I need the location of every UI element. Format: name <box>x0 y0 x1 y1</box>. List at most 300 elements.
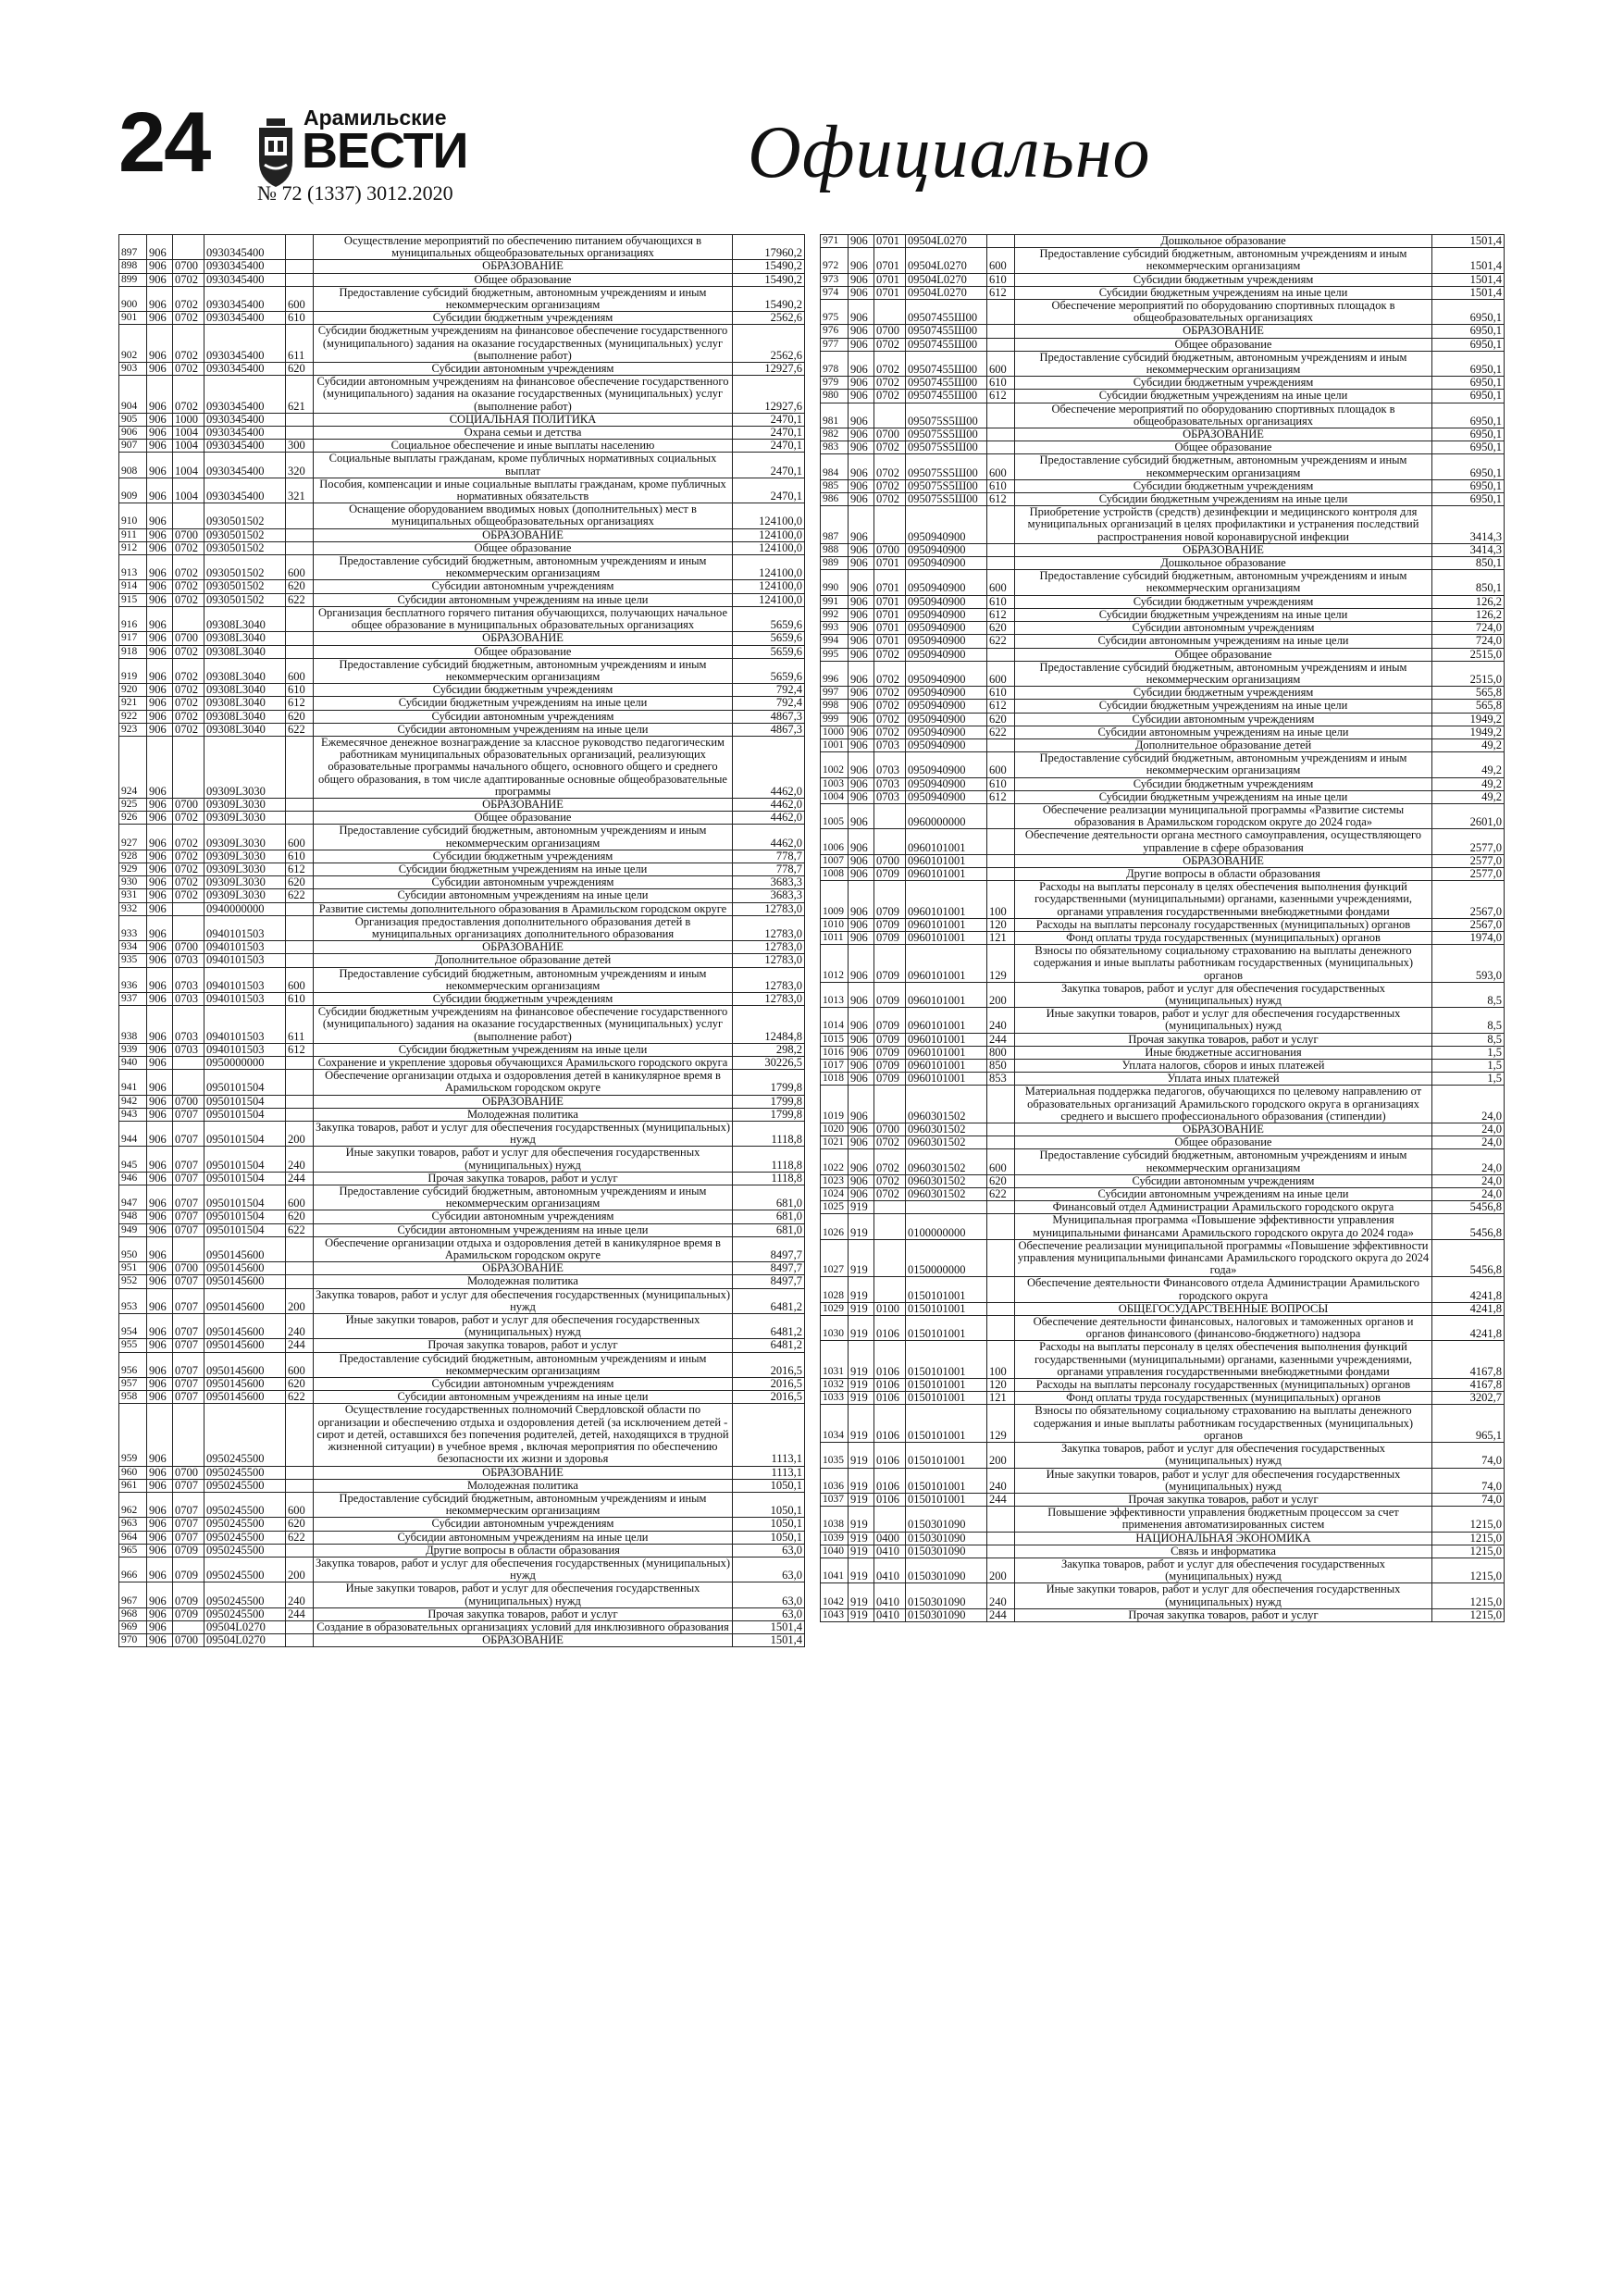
expense-type: 321 <box>286 478 314 503</box>
expense-type: 600 <box>987 1149 1015 1174</box>
section-code: 0702 <box>874 479 906 492</box>
expense-type: 200 <box>987 982 1015 1007</box>
section-code: 0702 <box>173 658 204 683</box>
target-code: 0940101503 <box>204 1043 286 1056</box>
table-row <box>119 440 805 453</box>
logo-main: ВЕСТИ <box>302 123 468 179</box>
target-code: 0960301502 <box>906 1136 987 1149</box>
row-number: 899 <box>119 273 147 286</box>
ministry-code: 906 <box>147 606 173 631</box>
ministry-code: 906 <box>849 790 874 803</box>
table-row <box>119 1095 805 1108</box>
row-number: 1019 <box>821 1086 849 1123</box>
table-row <box>119 1466 805 1479</box>
description: Повышение эффективности управления бюджетным процессом за счет применения автоматизированных систем <box>1015 1507 1432 1532</box>
ministry-code: 906 <box>147 915 173 940</box>
amount: 2567,0 <box>1432 881 1505 919</box>
expense-type: 610 <box>987 479 1015 492</box>
row-number: 1017 <box>821 1060 849 1073</box>
ministry-code: 906 <box>147 541 173 554</box>
description: Уплата иных платежей <box>1015 1073 1432 1086</box>
expense-type: 320 <box>286 453 314 478</box>
description: Предоставление субсидий бюджетным, автономным учреждениям и иным некоммерческим организациям <box>1015 661 1432 686</box>
ministry-code: 906 <box>147 1607 173 1620</box>
target-code: 0950940900 <box>906 726 987 738</box>
expense-type <box>987 543 1015 556</box>
expense-type: 610 <box>987 273 1015 286</box>
ministry-code: 906 <box>147 1620 173 1633</box>
table-row <box>821 351 1505 376</box>
description: Ежемесячное денежное вознаграждение за классное руководство педагогическим работникам муниципальных образовательных организаций, реализующих образовательные программы начального общего, основного общего и среднего общего образования, в том числе адаптированные основные общеобразовательные программы <box>314 736 733 798</box>
target-code: 0960101001 <box>906 829 987 854</box>
target-code: 0950245500 <box>204 1544 286 1557</box>
expense-type <box>286 645 314 658</box>
ministry-code: 906 <box>849 390 874 403</box>
table-row <box>821 479 1505 492</box>
expense-type <box>286 1544 314 1557</box>
section-code: 0707 <box>173 1531 204 1544</box>
amount: 6481,2 <box>733 1288 805 1313</box>
table-row <box>821 1008 1505 1033</box>
ministry-code: 906 <box>849 1136 874 1149</box>
description: Субсидии бюджетным учреждениям на иные цели <box>1015 790 1432 803</box>
table-row <box>821 1545 1505 1558</box>
description: Субсидии бюджетным учреждениям на иные цели <box>314 863 733 875</box>
target-code: 0960101001 <box>906 1060 987 1073</box>
row-number: 963 <box>119 1518 147 1531</box>
target-code: 0150101001 <box>906 1468 987 1493</box>
target-code: 09507455Ш00 <box>906 300 987 325</box>
table-row <box>119 645 805 658</box>
row-number: 1030 <box>821 1316 849 1341</box>
amount: 1215,0 <box>1432 1558 1505 1582</box>
row-number: 936 <box>119 967 147 992</box>
description: Расходы на выплаты персоналу в целях обеспечения выполнения функций государственными (муниципальными) органами, казенными учреждениями, органами управления государственными внебюджетными фондами <box>1015 1341 1432 1379</box>
amount: 2470,1 <box>733 478 805 503</box>
row-number: 897 <box>119 235 147 260</box>
table-row <box>119 736 805 798</box>
ministry-code: 906 <box>147 580 173 593</box>
section-code: 0100 <box>874 1302 906 1315</box>
expense-type: 129 <box>987 1405 1015 1443</box>
description: Закупка товаров, работ и услуг для обеспечения государственных (муниципальных) нужд <box>1015 982 1432 1007</box>
expense-type: 612 <box>987 286 1015 299</box>
section-code: 0707 <box>173 1518 204 1531</box>
ministry-code: 906 <box>147 850 173 863</box>
target-code: 0150301090 <box>906 1583 987 1608</box>
amount: 49,2 <box>1432 738 1505 751</box>
target-code: 0950940900 <box>906 595 987 608</box>
row-number: 1010 <box>821 918 849 931</box>
table-row <box>821 1507 1505 1532</box>
row-number: 944 <box>119 1122 147 1147</box>
row-number: 941 <box>119 1070 147 1095</box>
row-number: 1009 <box>821 881 849 919</box>
ministry-code: 906 <box>849 1123 874 1136</box>
description: Общее образование <box>314 645 733 658</box>
target-code: 0960101001 <box>906 931 987 944</box>
table-row <box>119 850 805 863</box>
expense-type <box>286 954 314 967</box>
table-row <box>821 595 1505 608</box>
section-code: 0702 <box>874 648 906 661</box>
table-row <box>821 867 1505 880</box>
target-code: 09504L0270 <box>204 1620 286 1633</box>
amount: 1501,4 <box>1432 273 1505 286</box>
section-code: 0106 <box>874 1316 906 1341</box>
description: Общее образование <box>314 273 733 286</box>
row-number: 915 <box>119 593 147 606</box>
section-code <box>874 1239 906 1277</box>
amount: 1050,1 <box>733 1531 805 1544</box>
section-code: 0702 <box>874 1188 906 1201</box>
description: Фонд оплаты труда государственных (муниципальных) органов <box>1015 1392 1432 1405</box>
table-row <box>119 325 805 363</box>
ministry-code: 906 <box>147 1634 173 1647</box>
expense-type: 200 <box>286 1288 314 1313</box>
description: Субсидии автономным учреждениям <box>1015 622 1432 635</box>
table-row <box>119 658 805 683</box>
ministry-code: 906 <box>849 982 874 1007</box>
row-number: 987 <box>821 506 849 544</box>
table-row <box>119 1391 805 1404</box>
target-code: 09504L0270 <box>906 286 987 299</box>
section-code: 0702 <box>874 377 906 390</box>
amount: 2470,1 <box>733 427 805 440</box>
amount: 681,0 <box>733 1210 805 1223</box>
section-code: 0702 <box>874 338 906 351</box>
amount: 778,7 <box>733 850 805 863</box>
description: Социальные выплаты гражданам, кроме публичных нормативных социальных выплат <box>314 453 733 478</box>
target-code: 0150101001 <box>906 1302 987 1315</box>
target-code: 0940101503 <box>204 992 286 1005</box>
description: Субсидии автономным учреждениям на иные цели <box>314 1391 733 1404</box>
row-number: 943 <box>119 1108 147 1121</box>
description: Прочая закупка товаров, работ и услуг <box>1015 1493 1432 1506</box>
ministry-code: 906 <box>147 413 173 426</box>
target-code: 095075S5Ш00 <box>906 403 987 428</box>
expense-type: 600 <box>286 1185 314 1210</box>
target-code: 09308L3040 <box>204 684 286 697</box>
ministry-code: 906 <box>849 506 874 544</box>
row-number: 983 <box>821 441 849 454</box>
target-code: 0960101001 <box>906 881 987 919</box>
section-code <box>173 1070 204 1095</box>
description: Дополнительное образование детей <box>1015 738 1432 751</box>
section-code: 0703 <box>874 790 906 803</box>
table-row <box>119 363 805 376</box>
description: Субсидии бюджетным учреждениям <box>314 684 733 697</box>
ministry-code: 906 <box>849 608 874 621</box>
table-row <box>821 1214 1505 1239</box>
section-code: 0410 <box>874 1558 906 1582</box>
section-code: 1004 <box>173 453 204 478</box>
page-number: 24 <box>118 95 210 190</box>
row-number: 995 <box>821 648 849 661</box>
amount: 1,5 <box>1432 1073 1505 1086</box>
amount: 6950,1 <box>1432 403 1505 428</box>
target-code: 0950101504 <box>204 1070 286 1095</box>
amount: 565,8 <box>1432 700 1505 713</box>
ministry-code: 906 <box>849 325 874 338</box>
description: Другие вопросы в области образования <box>1015 867 1432 880</box>
section-code: 0702 <box>874 687 906 700</box>
table-row <box>821 726 1505 738</box>
ministry-code: 906 <box>147 1210 173 1223</box>
ministry-code: 906 <box>147 1262 173 1275</box>
section-code <box>874 1086 906 1123</box>
table-row <box>119 1070 805 1095</box>
target-code: 095075S5Ш00 <box>906 479 987 492</box>
table-row <box>821 1583 1505 1608</box>
expense-type <box>987 235 1015 248</box>
amount: 2577,0 <box>1432 867 1505 880</box>
row-number: 996 <box>821 661 849 686</box>
target-code: 0930345400 <box>204 453 286 478</box>
row-number: 958 <box>119 1391 147 1404</box>
row-number: 1006 <box>821 829 849 854</box>
expense-type: 612 <box>987 493 1015 506</box>
section-code: 0709 <box>173 1557 204 1582</box>
ministry-code: 919 <box>849 1302 874 1315</box>
section-code <box>173 1057 204 1070</box>
target-code: 0950940900 <box>906 506 987 544</box>
section-code <box>173 235 204 260</box>
expense-type: 612 <box>987 608 1015 621</box>
expense-type <box>987 403 1015 428</box>
target-code: 0150000000 <box>906 1239 987 1277</box>
description: Субсидии автономным учреждениям <box>1015 713 1432 726</box>
section-code <box>173 1620 204 1633</box>
description: Предоставление субсидий бюджетным, автономным учреждениям и иным некоммерческим организациям <box>1015 1149 1432 1174</box>
ministry-code: 906 <box>147 1108 173 1121</box>
ministry-code: 919 <box>849 1214 874 1239</box>
target-code: 0950145600 <box>204 1275 286 1288</box>
description: Приобретение устройств (средств) дезинфекции и медицинского контроля для муниципальных организаций в целях профилактики и устранения последствий распространения новой коронавирусной инфекции <box>1015 506 1432 544</box>
ministry-code: 906 <box>147 1070 173 1095</box>
description: Предоставление субсидий бюджетным, автономным учреждениям и иным некоммерческим организациям <box>314 967 733 992</box>
row-number: 1036 <box>821 1468 849 1493</box>
target-code: 09507455Ш00 <box>906 390 987 403</box>
expense-type: 200 <box>987 1558 1015 1582</box>
ministry-code: 906 <box>849 493 874 506</box>
row-number: 919 <box>119 658 147 683</box>
description: Субсидии автономным учреждениям на иные цели <box>314 723 733 736</box>
section-code: 0703 <box>874 777 906 790</box>
description: Субсидии бюджетным учреждениям на иные цели <box>314 1043 733 1056</box>
description: Субсидии автономным учреждениям на финансовое обеспечение государственного (муниципального) задания на оказание государственных (муниципальных) услуг (выполнение работ) <box>314 376 733 414</box>
table-row <box>821 829 1505 854</box>
ministry-code: 906 <box>147 697 173 710</box>
amount: 2577,0 <box>1432 854 1505 867</box>
expense-type <box>286 528 314 541</box>
description: Субсидии бюджетным учреждениям <box>1015 377 1432 390</box>
table-row <box>821 752 1505 777</box>
expense-type: 612 <box>286 863 314 875</box>
target-code: 0930345400 <box>204 312 286 325</box>
ministry-code: 906 <box>147 1557 173 1582</box>
section-code: 0702 <box>874 441 906 454</box>
table-row <box>821 506 1505 544</box>
description: ОБРАЗОВАНИЕ <box>1015 854 1432 867</box>
ministry-code: 906 <box>147 1095 173 1108</box>
amount: 6950,1 <box>1432 428 1505 441</box>
table-row <box>119 889 805 902</box>
table-row <box>119 1043 805 1056</box>
table-row <box>821 557 1505 570</box>
amount: 724,0 <box>1432 622 1505 635</box>
ministry-code: 906 <box>849 867 874 880</box>
table-row <box>119 555 805 580</box>
ministry-code: 906 <box>147 503 173 528</box>
description: Предоставление субсидий бюджетным, автономным учреждениям и иным некоммерческим организациям <box>314 658 733 683</box>
section-code: 0700 <box>173 528 204 541</box>
description: Иные закупки товаров, работ и услуг для обеспечения государственных (муниципальных) нужд <box>314 1582 733 1607</box>
row-number: 1016 <box>821 1046 849 1059</box>
amount: 681,0 <box>733 1185 805 1210</box>
amount: 12783,0 <box>733 967 805 992</box>
row-number: 973 <box>821 273 849 286</box>
section-code <box>874 1277 906 1302</box>
section-code: 0701 <box>874 235 906 248</box>
description: Предоставление субсидий бюджетным, автономным учреждениям и иным некоммерческим организациям <box>1015 351 1432 376</box>
description: Предоставление субсидий бюджетным, автономным учреждениям и иным некоммерческим организациям <box>1015 454 1432 479</box>
ministry-code: 906 <box>849 661 874 686</box>
table-row <box>119 376 805 414</box>
row-number: 961 <box>119 1479 147 1492</box>
target-code: 0960101001 <box>906 1008 987 1033</box>
table-row <box>119 863 805 875</box>
amount: 5456,8 <box>1432 1201 1505 1214</box>
row-number: 903 <box>119 363 147 376</box>
section-code: 0700 <box>173 941 204 954</box>
ministry-code: 906 <box>147 889 173 902</box>
section-code: 0700 <box>173 798 204 811</box>
ministry-code: 906 <box>147 312 173 325</box>
target-code: 0950940900 <box>906 570 987 595</box>
table-row <box>119 992 805 1005</box>
amount: 24,0 <box>1432 1174 1505 1187</box>
section-code: 0707 <box>173 1314 204 1339</box>
description: Субсидии бюджетным учреждениям на финансовое обеспечение государственного (муниципального) задания на оказание государственных (муниципальных) услуг (выполнение работ) <box>314 1006 733 1044</box>
expense-type: 600 <box>987 454 1015 479</box>
table-row <box>119 825 805 850</box>
table-row <box>119 1057 805 1070</box>
section-code: 0702 <box>874 726 906 738</box>
section-code: 0702 <box>173 889 204 902</box>
description: Субсидии бюджетным учреждениям <box>1015 687 1432 700</box>
row-number: 1027 <box>821 1239 849 1277</box>
table-row <box>821 1033 1505 1046</box>
expense-type <box>987 1239 1015 1277</box>
amount: 2470,1 <box>733 413 805 426</box>
row-number: 1025 <box>821 1201 849 1214</box>
ministry-code: 906 <box>147 736 173 798</box>
ministry-code: 906 <box>849 441 874 454</box>
target-code: 0930345400 <box>204 235 286 260</box>
target-code: 0930501502 <box>204 593 286 606</box>
section-code <box>173 902 204 915</box>
ministry-code: 906 <box>147 798 173 811</box>
amount: 12783,0 <box>733 915 805 940</box>
expense-type <box>286 1095 314 1108</box>
row-number: 964 <box>119 1531 147 1544</box>
description: Материальная поддержка педагогов, обучающихся по целевому направлению от образовательных организаций Арамильского городского округа в организациях среднего и высшего профессионального образования (стипендии) <box>1015 1086 1432 1123</box>
ministry-code: 906 <box>849 595 874 608</box>
description: Субсидии бюджетным учреждениям <box>314 312 733 325</box>
row-number: 931 <box>119 889 147 902</box>
section-code: 0707 <box>173 1108 204 1121</box>
row-number: 900 <box>119 286 147 311</box>
section-code: 0700 <box>874 428 906 441</box>
target-code: 0150101001 <box>906 1493 987 1506</box>
expense-type <box>987 854 1015 867</box>
row-number: 967 <box>119 1582 147 1607</box>
expense-type <box>987 338 1015 351</box>
description: Предоставление субсидий бюджетным, автономным учреждениям и иным некоммерческим организациям <box>314 1185 733 1210</box>
expense-type <box>987 1136 1015 1149</box>
table-row <box>119 1378 805 1391</box>
logo-pre: Арамильские <box>304 105 447 130</box>
table-row <box>119 541 805 554</box>
expense-type: 244 <box>286 1339 314 1352</box>
row-number: 948 <box>119 1210 147 1223</box>
table-row <box>119 1275 805 1288</box>
table-row <box>119 1210 805 1223</box>
expense-type: 240 <box>987 1468 1015 1493</box>
section-code: 0702 <box>173 541 204 554</box>
description: Дополнительное образование детей <box>314 954 733 967</box>
row-number: 1002 <box>821 752 849 777</box>
target-code: 0930345400 <box>204 478 286 503</box>
section-code: 0701 <box>874 273 906 286</box>
amount: 4241,8 <box>1432 1316 1505 1341</box>
expense-type <box>987 803 1015 828</box>
table-row <box>119 723 805 736</box>
row-number: 908 <box>119 453 147 478</box>
amount: 4241,8 <box>1432 1302 1505 1315</box>
row-number: 947 <box>119 1185 147 1210</box>
amount: 850,1 <box>1432 570 1505 595</box>
expense-type <box>286 413 314 426</box>
section-code: 0106 <box>874 1379 906 1392</box>
amount: 1799,8 <box>733 1095 805 1108</box>
amount: 5456,8 <box>1432 1239 1505 1277</box>
target-code: 0950101504 <box>204 1223 286 1236</box>
section-code: 0702 <box>173 286 204 311</box>
ministry-code: 906 <box>849 1033 874 1046</box>
amount: 74,0 <box>1432 1443 1505 1468</box>
expense-type: 622 <box>987 726 1015 738</box>
description: Субсидии бюджетным учреждениям <box>314 992 733 1005</box>
section-code: 0709 <box>874 1033 906 1046</box>
table-row <box>119 580 805 593</box>
target-code: 0930345400 <box>204 440 286 453</box>
expense-type <box>286 736 314 798</box>
amount: 1050,1 <box>733 1479 805 1492</box>
amount: 6950,1 <box>1432 493 1505 506</box>
description: Обеспечение деятельности Финансового отдела Администрации Арамильского городского округа <box>1015 1277 1432 1302</box>
amount: 2577,0 <box>1432 829 1505 854</box>
ministry-code: 906 <box>849 377 874 390</box>
section-code <box>874 506 906 544</box>
ministry-code: 906 <box>147 710 173 723</box>
section-code: 1004 <box>173 427 204 440</box>
expense-type <box>286 260 314 273</box>
section-code: 0702 <box>173 325 204 363</box>
amount: 4867,3 <box>733 710 805 723</box>
ministry-code: 906 <box>849 428 874 441</box>
